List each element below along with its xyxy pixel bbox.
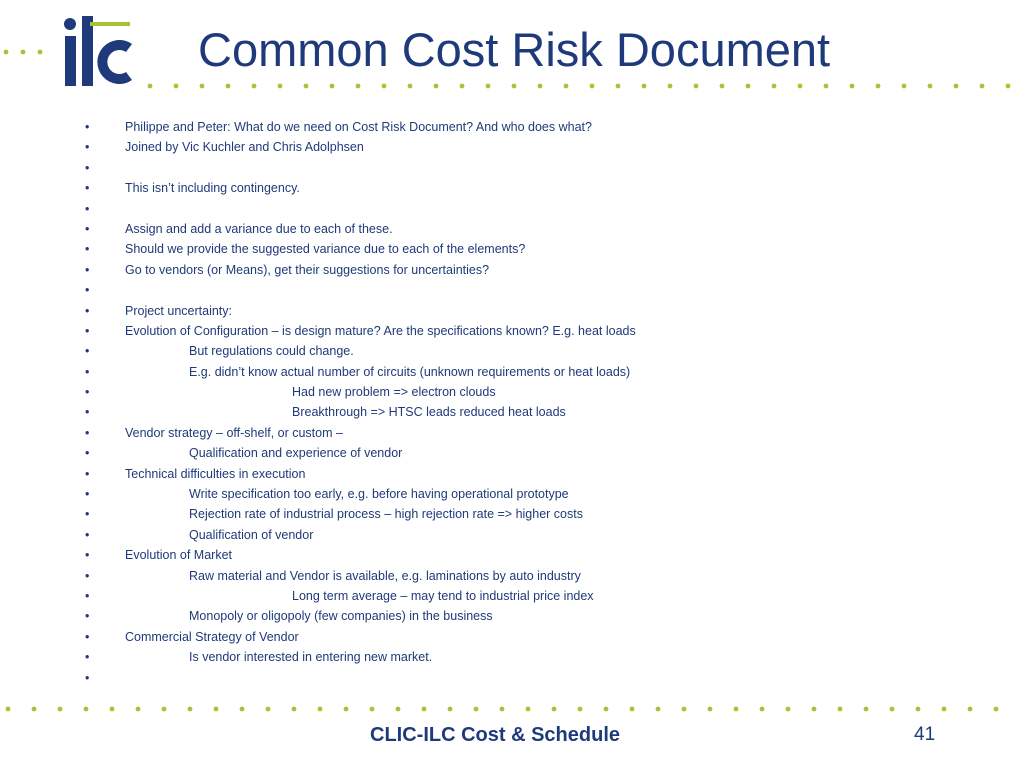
divider-dot: [694, 84, 699, 89]
bullet-marker: •: [85, 527, 90, 542]
divider-dot: [864, 707, 869, 712]
divider-dot: [422, 707, 427, 712]
footer-title: CLIC-ILC Cost & Schedule: [370, 724, 621, 746]
divider-dot: [916, 707, 921, 712]
divider-dot: [356, 84, 361, 89]
bullet-marker: •: [85, 487, 90, 502]
divider-dot: [4, 50, 9, 55]
bullet-marker: •: [85, 507, 90, 522]
divider-dot: [396, 707, 401, 712]
divider-dot: [786, 707, 791, 712]
bullet-marker: •: [85, 262, 90, 277]
divider-dot: [850, 84, 855, 89]
divider-dot: [512, 84, 517, 89]
divider-dot: [746, 84, 751, 89]
divider-dot: [38, 50, 43, 55]
bullet-marker: •: [85, 670, 90, 685]
bullet-marker: •: [85, 242, 90, 257]
divider-dot: [460, 84, 465, 89]
bullet-text: Breakthrough => HTSC leads reduced heat loads: [292, 405, 566, 420]
divider-dot: [1006, 84, 1011, 89]
divider-dot: [136, 707, 141, 712]
bullet-text: Qualification and experience of vendor: [189, 446, 403, 461]
bullet-marker: •: [85, 201, 90, 216]
divider-dot: [58, 707, 63, 712]
divider-dot: [928, 84, 933, 89]
bullet-text: Vendor strategy – off-shelf, or custom –: [125, 425, 343, 440]
divider-dot: [616, 84, 621, 89]
divider-dot: [226, 84, 231, 89]
divider-dot: [330, 84, 335, 89]
bullet-text: Is vendor interested in entering new market.: [189, 650, 433, 665]
divider-dot: [240, 707, 245, 712]
bullet-text: Assign and add a variance due to each of these.: [125, 221, 393, 236]
divider-dot: [344, 707, 349, 712]
bullet-text: E.g. didn’t know actual number of circuits (unknown requirements or heat loads): [189, 364, 631, 379]
bullet-marker: •: [85, 181, 90, 196]
divider-dot: [942, 707, 947, 712]
bullet-text: Had new problem => electron clouds: [292, 385, 496, 400]
divider-dot: [630, 707, 635, 712]
divider-dot: [772, 84, 777, 89]
bullet-marker: •: [85, 140, 90, 155]
divider-dot: [590, 84, 595, 89]
bullet-marker: •: [85, 385, 90, 400]
divider-dot: [486, 84, 491, 89]
bullet-text: Technical difficulties in execution: [125, 466, 306, 481]
bullet-text: Commercial Strategy of Vendor: [125, 629, 299, 644]
bullet-marker: •: [85, 446, 90, 461]
divider-dot: [148, 84, 153, 89]
bullet-marker: •: [85, 160, 90, 175]
divider-dot: [252, 84, 257, 89]
divider-dot: [500, 707, 505, 712]
bullet-marker: •: [85, 466, 90, 481]
divider-dot: [890, 707, 895, 712]
bullet-text: Project uncertainty:: [125, 303, 232, 318]
divider-dot: [798, 84, 803, 89]
dotted-divider-top-left: [0, 46, 60, 58]
logo-bar-i: [65, 36, 76, 86]
bullet-marker: •: [85, 364, 90, 379]
divider-dot: [604, 707, 609, 712]
divider-dot: [292, 707, 297, 712]
bullet-marker: •: [85, 609, 90, 624]
divider-dot: [902, 84, 907, 89]
divider-dot: [876, 84, 881, 89]
divider-dot: [304, 84, 309, 89]
bullet-marker: •: [85, 323, 90, 338]
divider-dot: [370, 707, 375, 712]
divider-dot: [32, 707, 37, 712]
divider-dot: [21, 50, 26, 55]
divider-dot: [812, 707, 817, 712]
bullet-marker: •: [85, 548, 90, 563]
bullet-text: Rejection rate of industrial process – high rejection rate => higher costs: [189, 507, 583, 522]
divider-dot: [994, 707, 999, 712]
bullet-text: Evolution of Configuration – is design mature? Are the specifications known? E.g. heat loads: [125, 323, 636, 338]
divider-dot: [266, 707, 271, 712]
divider-dot: [526, 707, 531, 712]
divider-dot: [578, 707, 583, 712]
divider-dot: [564, 84, 569, 89]
logo-accent: [90, 22, 130, 26]
divider-dot: [434, 84, 439, 89]
divider-dot: [318, 707, 323, 712]
bullet-marker: •: [85, 221, 90, 236]
divider-dot: [174, 84, 179, 89]
dotted-divider-top: [0, 80, 1024, 92]
divider-dot: [110, 707, 115, 712]
divider-dot: [968, 707, 973, 712]
divider-dot: [954, 84, 959, 89]
divider-dot: [382, 84, 387, 89]
divider-dot: [84, 707, 89, 712]
divider-dot: [188, 707, 193, 712]
bullet-text: Joined by Vic Kuchler and Chris Adolphsen: [125, 140, 364, 155]
divider-dot: [6, 707, 11, 712]
logo-dot-1: [64, 18, 76, 30]
divider-dot: [474, 707, 479, 712]
divider-dot: [214, 707, 219, 712]
divider-dot: [668, 84, 673, 89]
bullet-marker: •: [85, 283, 90, 298]
bullet-text: Monopoly or oligopoly (few companies) in the business: [189, 609, 493, 624]
bullet-text: Qualification of vendor: [189, 527, 314, 542]
slide-title: Common Cost Risk Document: [198, 23, 831, 76]
bullet-marker: •: [85, 650, 90, 665]
divider-dot: [200, 84, 205, 89]
divider-dot: [656, 707, 661, 712]
bullet-text: This isn’t including contingency.: [125, 181, 300, 196]
bullet-text: Long term average – may tend to industrial price index: [292, 588, 594, 603]
bullet-text: Raw material and Vendor is available, e.g. laminations by auto industry: [189, 568, 581, 583]
bullet-marker: •: [85, 588, 90, 603]
divider-dot: [734, 707, 739, 712]
divider-dot: [824, 84, 829, 89]
bullet-marker: •: [85, 425, 90, 440]
divider-dot: [720, 84, 725, 89]
divider-dot: [838, 707, 843, 712]
bullet-text: Go to vendors (or Means), get their suggestions for uncertainties?: [125, 262, 490, 277]
divider-dot: [408, 84, 413, 89]
divider-dot: [642, 84, 647, 89]
dotted-divider-bottom: [0, 703, 1024, 715]
divider-dot: [278, 84, 283, 89]
divider-dot: [708, 707, 713, 712]
divider-dot: [538, 84, 543, 89]
bullet-text: Should we provide the suggested variance due to each of the elements?: [125, 242, 526, 257]
divider-dot: [552, 707, 557, 712]
bullet-marker: •: [85, 629, 90, 644]
logo-c: [97, 40, 132, 84]
logo-bar-l: [82, 16, 93, 86]
bullet-marker: •: [85, 120, 90, 134]
bullet-text: But regulations could change.: [189, 344, 354, 359]
divider-dot: [162, 707, 167, 712]
page-number: 41: [914, 724, 936, 745]
bullet-marker: •: [85, 303, 90, 318]
bullet-marker: •: [85, 344, 90, 359]
divider-dot: [682, 707, 687, 712]
divider-dot: [980, 84, 985, 89]
divider-dot: [760, 707, 765, 712]
bullet-text: Write specification too early, e.g. before having operational prototype: [189, 487, 569, 502]
bullet-marker: •: [85, 405, 90, 420]
bullet-text: Philippe and Peter: What do we need on Cost Risk Document? And who does what?: [125, 120, 592, 134]
bullet-marker: •: [85, 568, 90, 583]
divider-dot: [448, 707, 453, 712]
bullet-text: Evolution of Market: [125, 548, 232, 563]
